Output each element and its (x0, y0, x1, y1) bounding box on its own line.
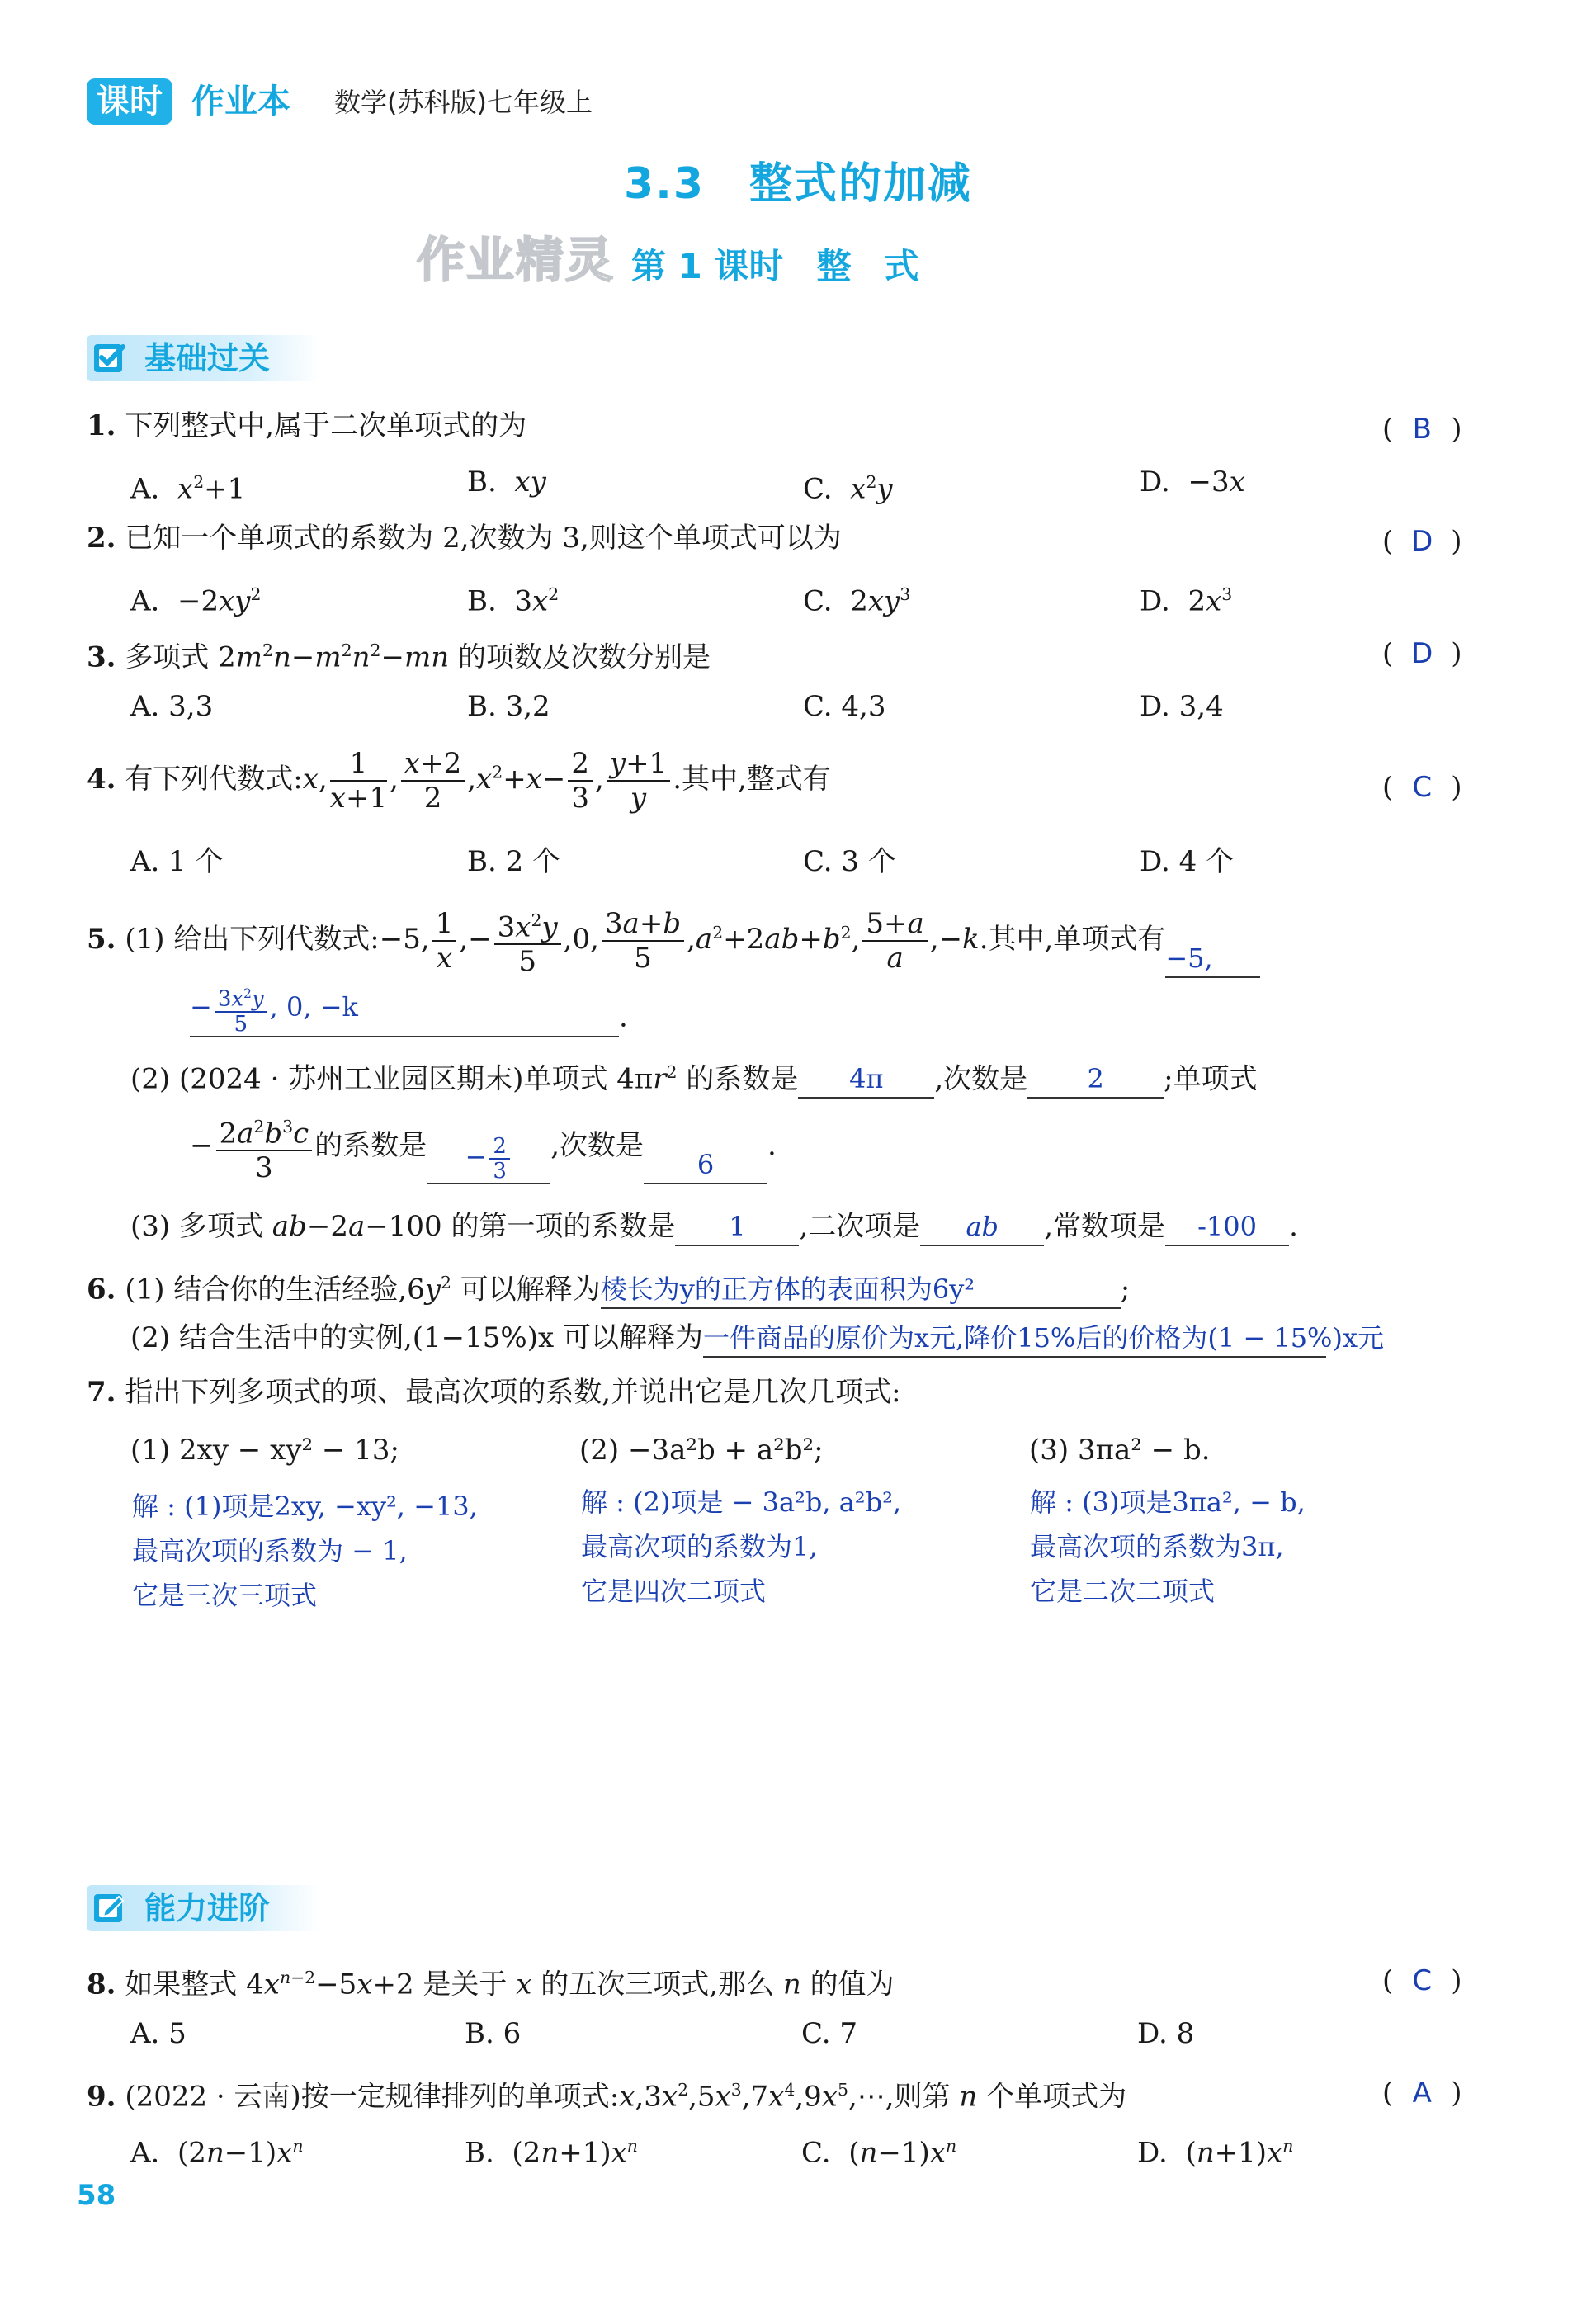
q4-option-d: D. 4 个 (1140, 845, 1235, 878)
q3-answer: ( D ) (1382, 637, 1462, 670)
q5-p1-answer-2: − $\frac{3x^2y}{5}$ , 0, −k (190, 982, 619, 1037)
q7-stem: 7. 指出下列多项式的项、最高次项的系数,并说出它是几次几项式: (87, 1376, 901, 1409)
q2-option-a: A. $-2xy^2$ (130, 584, 262, 618)
q4-option-a: A. 1 个 (130, 845, 224, 878)
q7-answer-3: 解 : (3)项是3πa², − b, 最高次项的系数为3π, 它是二次二项式 (1030, 1486, 1306, 1607)
watermark: 作业精灵 (417, 232, 616, 288)
section-title: 3.3 整式的加减 (623, 159, 973, 209)
q7-answer-1: 解 : (1)项是2xy, −xy², −13, 最高次项的系数为 − 1, 它是三次三项式 (132, 1491, 478, 1611)
q7-item-3: (3) 3πa² − b. (1029, 1434, 1211, 1467)
q4-option-c: C. 3 个 (803, 845, 896, 878)
q5-p2-answer-3: − $\frac{2}{3}$ (427, 1135, 550, 1184)
q6-p2-answer: 一件商品的原价为x元,降价15%后的价格为(1 − 15%)x元 (703, 1320, 1326, 1358)
logo-box: 课时 (87, 78, 172, 125)
q9-answer: ( A ) (1382, 2077, 1462, 2110)
lesson-title-b: 式 (884, 246, 919, 286)
q3-option-a: A. 3,3 (130, 690, 214, 723)
q7-answer-2: 解 : (2)项是 − 3a²b, a²b², 最高次项的系数为1, 它是四次二项式 (581, 1486, 902, 1607)
q7-item-1: (1) 2xy − xy² − 13; (130, 1434, 399, 1467)
q5-p2-answer-1: 4π (798, 1061, 934, 1099)
check-icon (92, 340, 128, 376)
q6-p1-answer: 棱长为y的正方体的表面积为6y² (601, 1271, 1121, 1309)
q3-option-b: B. 3,2 (467, 690, 550, 723)
q3-option-c: C. 4,3 (803, 690, 886, 723)
q6-part2: (2) 结合生活中的实例,(1−15%)x 可以解释为一件商品的原价为x元,降价15%后的价格为(1 − 15%)x元 (130, 1318, 1326, 1358)
q1-option-d: D. −3x (1140, 465, 1245, 499)
q5-p3-answer-1: 1 (675, 1208, 799, 1246)
q8-stem: 8. 如果整式 $4x^{n-2}-5x+2$ 是关于 x 的五次三项式,那么 n 的值为 (87, 1968, 895, 2001)
q2-option-d: D. $2x^3$ (1140, 584, 1233, 618)
q9-option-a: A. $(2n-1)x^n$ (130, 2136, 304, 2170)
q3-option-d: D. 3,4 (1140, 690, 1224, 723)
logo-text: 作业本 (191, 83, 290, 120)
q9-option-b: B. $(2n+1)x^n$ (465, 2136, 638, 2170)
q5-p3-answer-3: -100 (1165, 1208, 1289, 1246)
q1-option-c: C. $x^2y$ (803, 472, 893, 506)
q9-option-d: D. $(n+1)x^n$ (1137, 2136, 1294, 2170)
q5-part3: (3) 多项式 ab−2a−100 的第一项的系数是 1 ,二次项是 ab ,常数项是 -100 . (130, 1207, 1298, 1246)
q9-stem: 9. (2022 · 云南)按一定规律排列的单项式$:x,3x^2,5x^3,7x^4,9x^5,\cdots$,则第 n 个单项式为 (87, 2080, 1127, 2114)
q3-stem: 3. 多项式 $2m^2n-m^2n^2-mn$ 的项数及次数分别是 (87, 640, 711, 674)
q2-option-b: B. $3x^2$ (467, 584, 560, 618)
page-number: 58 (77, 2179, 116, 2212)
q1-answer: ( B ) (1382, 413, 1462, 446)
q5-part2-line2: − $\frac{2a^2b^3c}{3}$ 的系数是 − $\frac{2}{3}$ ,次数是6. (190, 1110, 777, 1184)
q5-part1-line2: − $\frac{3x^2y}{5}$ , 0, −k . (190, 982, 628, 1037)
q4-stem: 4. 有下列代数式:x, $\frac{1}{x+1}$ , $\frac{x+2}{2}$ $,x^2+x-$ $\frac{2}{3}$ , $\frac{y+1}{y}$ .其中,整式有 (87, 747, 831, 815)
q8-option-d: D. 8 (1137, 2017, 1195, 2050)
lesson-prefix: 第 1 课时 (631, 246, 784, 286)
q1-option-b: B. xy (467, 465, 546, 499)
lesson-title-a: 整 (816, 246, 852, 286)
q7-item-2: (2) −3a²b + a²b²; (579, 1434, 824, 1467)
lesson-title (631, 239, 919, 289)
banner-advanced: 能力进阶 (87, 1885, 319, 1931)
q8-option-a: A. 5 (130, 2017, 187, 2050)
q4-option-b: B. 2 个 (467, 845, 561, 878)
q5-part2: (2) (2024 · 苏州工业园区期末)单项式 $4\pi r^2$ 的系数是 4π ,次数是 2 ;单项式 (130, 1052, 1258, 1099)
q5-p2-answer-2: 2 (1027, 1061, 1164, 1099)
q5-part1: 5. (1) 给出下列代数式:−5, $\frac{1}{x}$ ,− $\frac{3x^2y}{5}$ ,0, $\frac{3a+b}{5}$ $,a^2+2ab+b^2$, $\frac{5+a}{a}$ ,−k.其中,单项式有−5, (87, 904, 1260, 978)
q1-stem: 1. 下列整式中,属于二次单项式的为 (87, 409, 527, 442)
q2-answer: ( D ) (1382, 525, 1462, 558)
q8-option-b: B. 6 (465, 2017, 522, 2050)
q8-answer: ( C ) (1382, 1964, 1462, 1997)
banner-basic: 基础过关 (87, 335, 319, 381)
pencil-icon (92, 1890, 128, 1926)
q6-part1: 6. (1) 结合你的生活经验$,6y^2$ 可以解释为棱长为y的正方体的表面积为6y² ; (87, 1263, 1130, 1309)
q9-option-c: C. $(n-1)x^n$ (801, 2136, 957, 2170)
q5-p3-answer-2: ab (920, 1208, 1044, 1246)
q4-answer: ( C ) (1382, 771, 1462, 804)
q5-p2-answer-4: 6 (644, 1146, 767, 1184)
book-info: 数学(苏科版)七年级上 (334, 87, 593, 118)
q8-option-c: C. 7 (801, 2017, 858, 2050)
q2-stem: 2. 已知一个单项式的系数为 2,次数为 3,则这个单项式可以为 (87, 522, 842, 555)
q1-option-a: A. $x^2+1$ (130, 472, 246, 506)
q2-option-c: C. $2xy^3$ (803, 584, 911, 618)
q5-p1-answer-1: −5, (1165, 940, 1260, 978)
